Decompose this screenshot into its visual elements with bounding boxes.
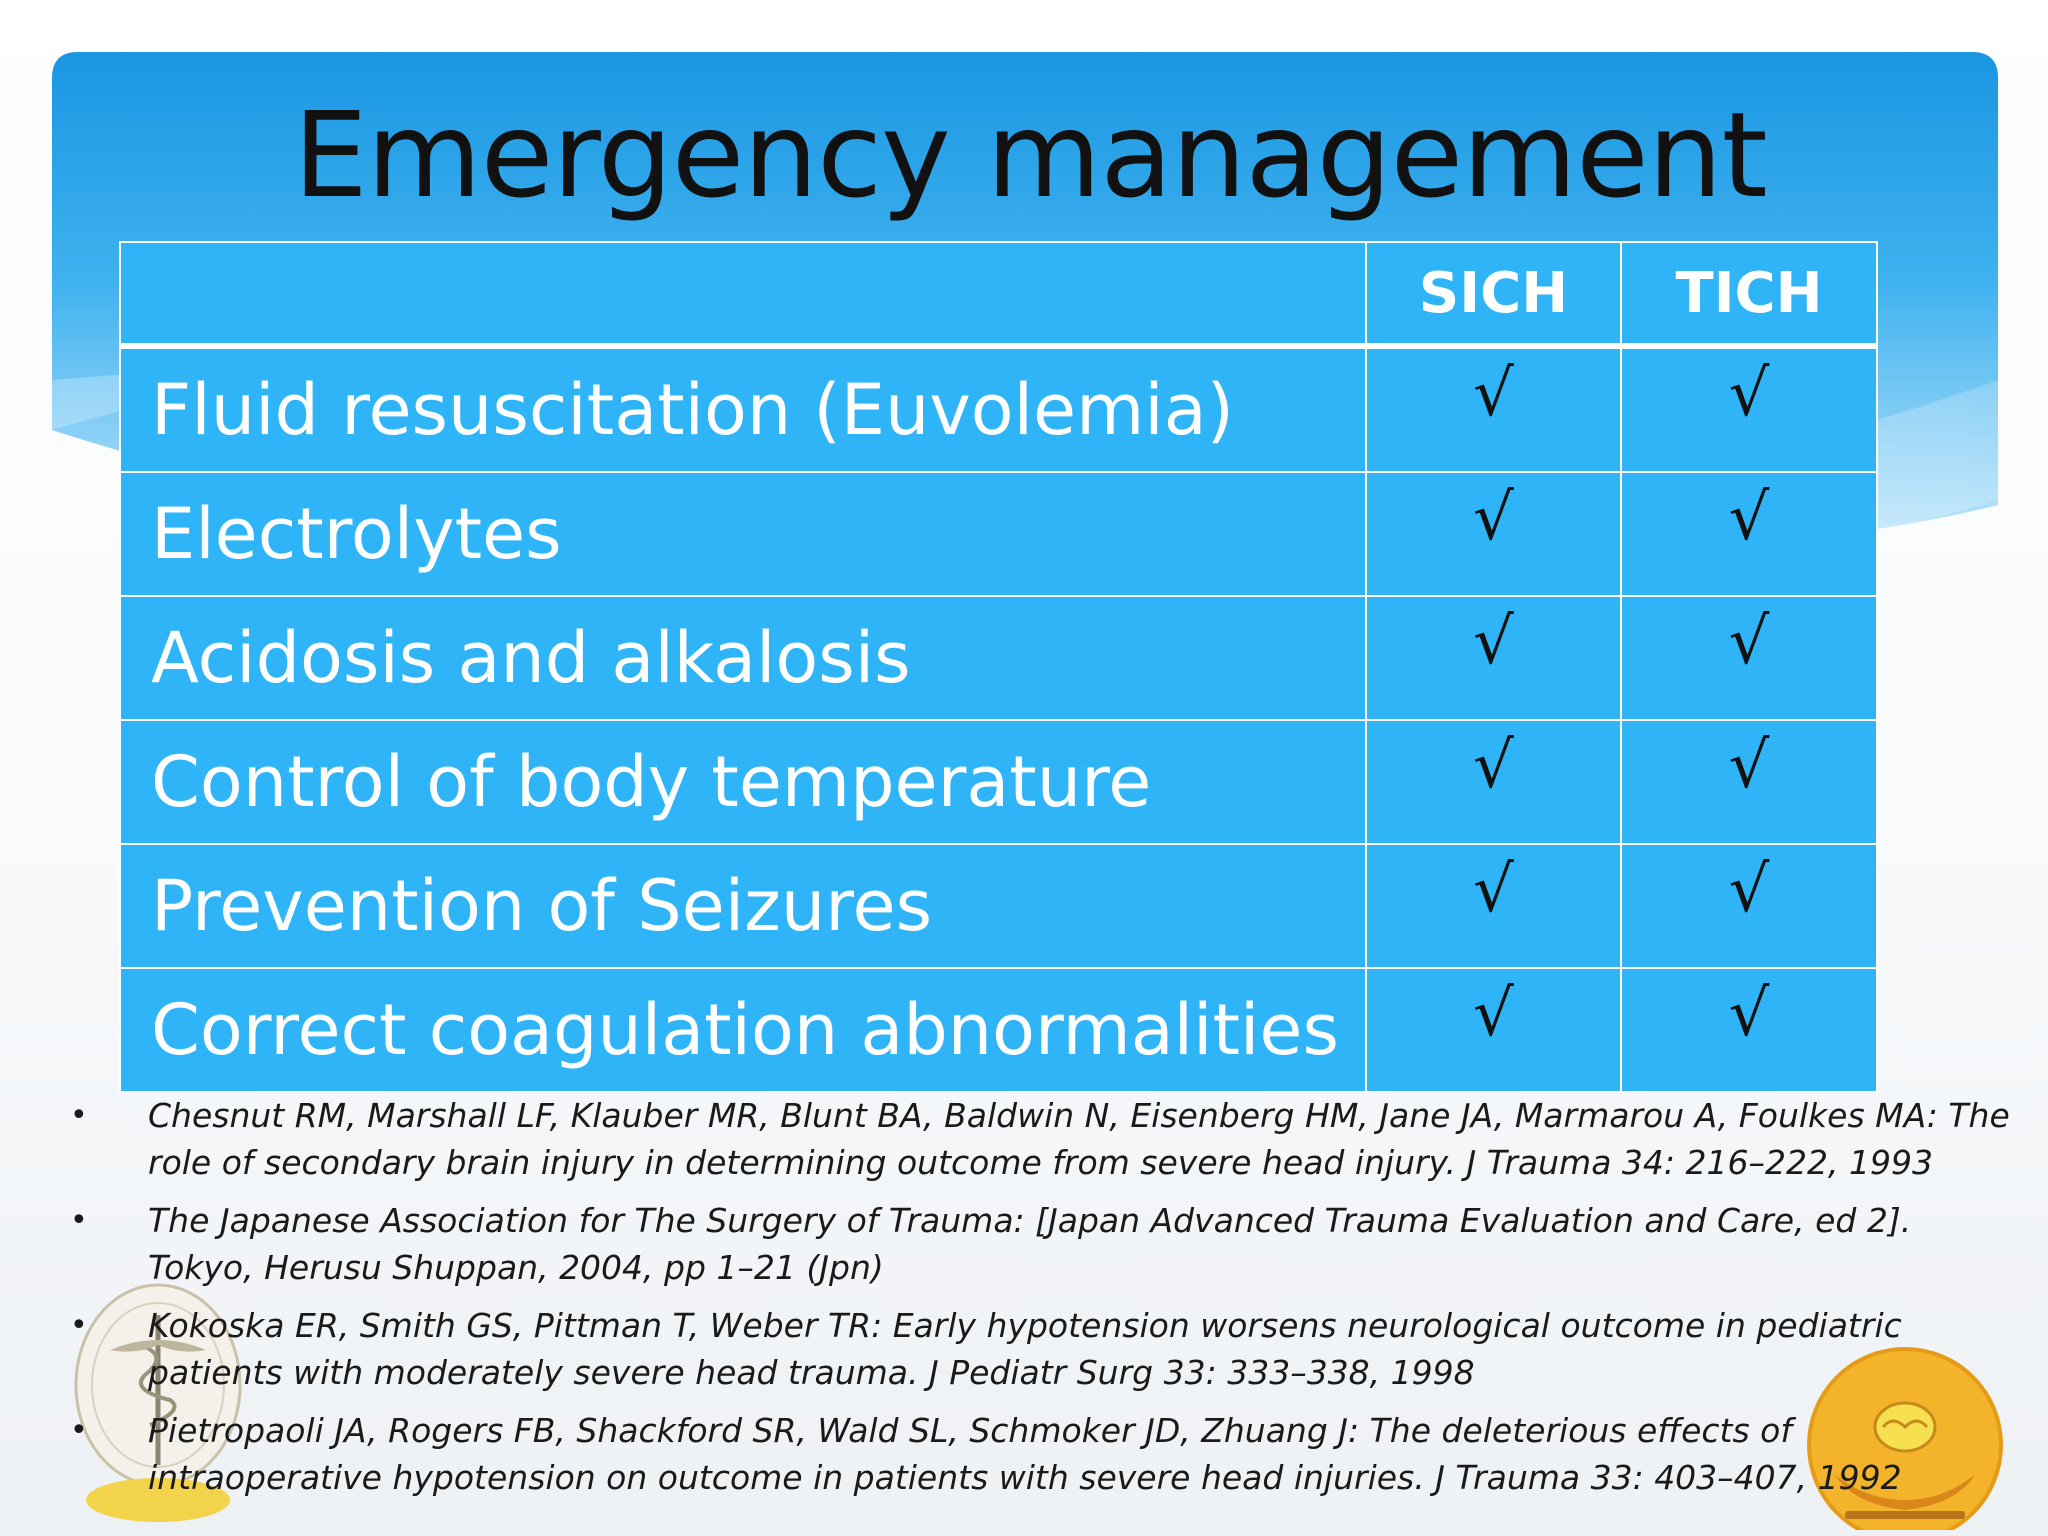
row-label: Fluid resuscitation (Euvolemia) [120, 346, 1366, 472]
table-row [120, 472, 1877, 596]
sich-check-mark: √ [1366, 720, 1621, 844]
references-list [70, 1092, 2010, 1512]
sich-check-mark: √ [1366, 472, 1621, 596]
management-table [119, 241, 1878, 1093]
reference-text: Pietropaoli JA, Rogers FB, Shackford SR, Wald SL, Schmoker JD, Zhuang J: The deleterious effects of intraoperative hypotension on outcome in patients with severe head injuries. J Trauma 33: 403–407, 1992 [148, 1411, 1902, 1497]
reference-item [70, 1197, 2010, 1291]
table-row [120, 844, 1877, 968]
table-header-blank [120, 242, 1366, 346]
table-row [120, 346, 1877, 472]
row-label: Control of body temperature [120, 720, 1366, 844]
tich-check-mark: √ [1621, 844, 1877, 968]
tich-check-mark: √ [1621, 346, 1877, 472]
reference-item [70, 1407, 2010, 1501]
bullet: • [70, 1413, 88, 1448]
bullet: • [70, 1308, 88, 1343]
tich-check-mark: √ [1621, 596, 1877, 720]
row-label: Correct coagulation abnormalities [120, 968, 1366, 1092]
reference-text: Chesnut RM, Marshall LF, Klauber MR, Blunt BA, Baldwin N, Eisenberg HM, Jane JA, Marmarou A, Foulkes MA: The role of secondary brain injury in determining outcome from severe head injury. J Trauma 34: 216–222, 1993 [148, 1096, 2010, 1182]
row-label: Acidosis and alkalosis [120, 596, 1366, 720]
column-header-tich: TICH [1621, 242, 1877, 346]
table-row [120, 720, 1877, 844]
table-header-row [120, 242, 1877, 346]
bullet: • [70, 1098, 88, 1133]
sich-check-mark: √ [1366, 596, 1621, 720]
reference-item [70, 1302, 2010, 1396]
reference-text: The Japanese Association for The Surgery of Trauma: [Japan Advanced Trauma Evaluation and Care, ed 2]. Tokyo, Herusu Shuppan, 2004, pp 1–21 (Jpn) [148, 1201, 1912, 1287]
reference-text: Kokoska ER, Smith GS, Pittman T, Weber TR: Early hypotension worsens neurological outcome in pediatric patients with moderately severe head trauma. J Pediatr Surg 33: 333–338, 1998 [148, 1306, 1902, 1392]
bullet: • [70, 1203, 88, 1238]
reference-item [70, 1092, 2010, 1186]
tich-check-mark: √ [1621, 720, 1877, 844]
row-label: Prevention of Seizures [120, 844, 1366, 968]
sich-check-mark: √ [1366, 346, 1621, 472]
row-label: Electrolytes [120, 472, 1366, 596]
table-row [120, 968, 1877, 1092]
sich-check-mark: √ [1366, 968, 1621, 1092]
tich-check-mark: √ [1621, 968, 1877, 1092]
sich-check-mark: √ [1366, 844, 1621, 968]
slide-title: Emergency management [293, 86, 1767, 224]
tich-check-mark: √ [1621, 472, 1877, 596]
column-header-sich: SICH [1366, 242, 1621, 346]
table-row [120, 596, 1877, 720]
